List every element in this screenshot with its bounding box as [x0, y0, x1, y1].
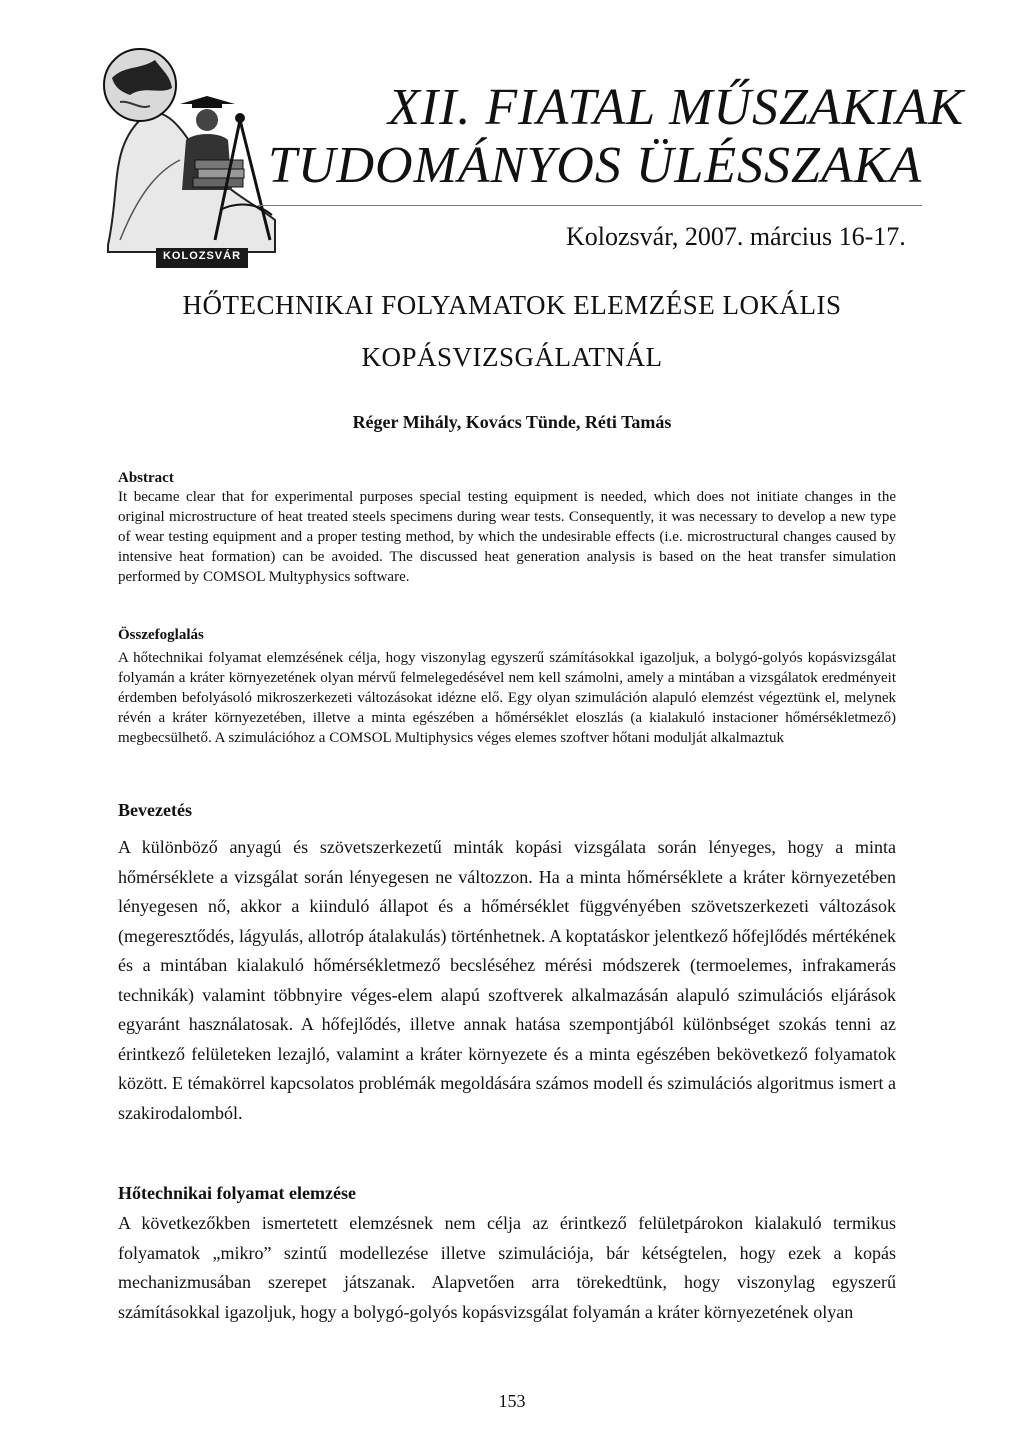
- paper-authors: Réger Mihály, Kovács Tünde, Réti Tamás: [352, 412, 672, 432]
- osszefoglalas-text: A hőtechnikai folyamat elemzésének célja, hogy viszonylag egyszerű számításokkal igazoljuk, a bolygó-golyós kopásvizsgálat folyamán a kráter környezetének olyan mérvű felmelegedésével nem kell számolni, amely a mintában a vizsgálatok eredményeit érdemben befolyásoló mikroszerkezeti változásokat idézne elő. Egy olyan szimuláción alapuló elemzést végeztünk el, melynek révén a kráter környezetében, illetve a minta egészében a hőmérséklet eloszlás (a kialakuló instacioner hőmérsékletmező) megbecsülhető. A szimulációhoz a COMSOL Multiphysics véges elemes szoftver hőtani modulját alkalmaztuk: [118, 650, 896, 746]
- abstract-text: It became clear that for experimental purposes special testing equipment is needed, which does not initiate changes in the original microstructure of heat treated steels specimens during wear tests. Consequently, it was necessary to develop a new type of wear testing equipment and a proper testing method, by which the undesirable effects (i.e. microstructural changes caused by intensive heat formation) can be avoided. The discussed heat generation analysis is based on the heat transfer simulation performed by COMSOL Multyphysics software.: [118, 489, 896, 585]
- conference-title-line-1: XII. FIATAL MŰSZAKIAK: [388, 79, 965, 136]
- logo-graphic: [100, 40, 290, 270]
- header-rule: [258, 205, 922, 206]
- conference-logo: [100, 40, 290, 270]
- osszefoglalas-heading: Összefoglalás: [118, 627, 204, 643]
- bevezetes-text: A különböző anyagú és szövetszerkezetű minták kopási vizsgálata során lényeges, hogy a minta hőmérséklete a vizsgálat során lényegesen ne változzon. Ha a minta hőmérséklete a kráter környezetében lényegesen nő, akkor a kiinduló állapot és a hőmérséklet függvényében szövetszerkezeti változások (megeresztődés, lágyulás, allotróp átalakulás) történhetnek. A koptatáskor jelentkező hőfejlődés mértékének és a mintában kialakuló hőmérsékletmező becsléséhez mérési módszerek (termoelemes, infrakamerás technikák) valamint többnyire véges-elem alapú szoftverek alkalmazásán alapuló szimulációs eljárások egyaránt használatosak. A hőfejlődés, illetve annak hatása szempontjából különbséget szokás tenni az érintkező felületeken lezajló, valamint a kráter környezete és a minta egészében bekövetkező folyamatok között. E témakörrel kapcsolatos problémák megoldására számos modell és szimulációs algoritmus ismert a szakirodalomból.: [118, 837, 896, 1123]
- hotechnikai-heading: Hőtechnikai folyamat elemzése: [118, 1183, 356, 1203]
- hotechnikai-text: A következőkben ismertetett elemzésnek nem célja az érintkező felületpárokon kialakuló termikus folyamatok „mikro” szintű modellezése illetve szimulációja, bár kétségtelen, hogy ezek a kopás mechanizmusában szerepet játszanak. Alapvetően arra törekedtünk, hogy viszonylag egyszerű számításokkal igazoljuk, hogy a bolygó-golyós kopásvizsgálat folyamán a kráter környezetének olyan: [118, 1213, 896, 1322]
- paper-title-line-1: HŐTECHNIKAI FOLYAMATOK ELEMZÉSE LOKÁLIS: [182, 290, 842, 320]
- page-number: 153: [498, 1391, 526, 1411]
- paper-title-line-2: KOPÁSVIZSGÁLATNÁL: [361, 342, 663, 372]
- bevezetes-heading: Bevezetés: [118, 800, 192, 820]
- conference-title-line-2: TUDOMÁNYOS ÜLÉSSZAKA: [268, 137, 923, 194]
- logo-label: KOLOZSVÁR: [162, 250, 242, 262]
- abstract-heading: Abstract: [118, 470, 174, 486]
- conference-place-date: Kolozsvár, 2007. március 16-17.: [566, 222, 906, 251]
